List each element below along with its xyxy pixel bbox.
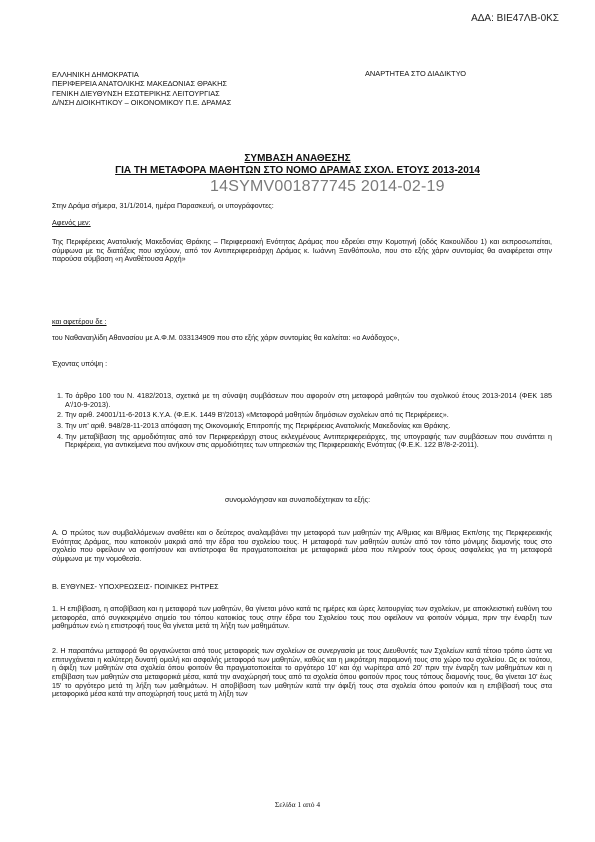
document-title: ΣΥΜΒΑΣΗ ΑΝΑΘΕΣΗΣ: [244, 153, 351, 164]
section-b-heading: Β. ΕΥΘΥΝΕΣ- ΥΠΟΧΡΕΩΣΕΙΣ- ΠΟΙΝΙΚΕΣ ΡΗΤΡΕΣ: [52, 582, 219, 591]
header-line: ΕΛΛΗΝΙΚΗ ΔΗΜΟΚΡΑΤΙΑ: [52, 70, 139, 79]
party1-heading: Αφενός μεν:: [52, 218, 91, 227]
ada-code: ΑΔΑ: ΒΙΕ47ΛΒ-0ΚΣ: [471, 13, 559, 24]
registry-stamp: 14SYMV001877745 2014-02-19: [210, 178, 445, 195]
issuer-header: [52, 70, 231, 107]
list-item: 2. Την αριθ. 24001/11-6-2013 Κ.Υ.Α. (Φ.Ε.Κ. 1449 Β'/2013) «Μεταφορά μαθητών δημόσιων σχολείων από τις Περιφέρειες».: [65, 411, 552, 420]
clause-b1: 1. Η επιβίβαση, η αποβίβαση και η μεταφορά των μαθητών, θα γίνεται μόνο κατά τις ημέρες και ώρες λειτουργίας των σχολείων, με αποκλειστική ευθύνη του μεταφορέα, από συγκεκριμένο σημείο του τόπου κατοικίας τους στην έδρα του Σχολείου τους που οφείλουν να φοιτούν νόμιμα, πριν την έναρξη των μαθημάτων ενώ η επιστροφή τους θα γίνεται μετά τη λήξη των μαθημάτων.: [52, 604, 552, 631]
party2-heading: και αφετέρου δε :: [52, 317, 107, 326]
list-item: 3. Την υπ' αριθ. 948/28-11-2013 απόφαση της Οικονομικής Επιτροπής της Περιφέρειας Ανατολικής Μακεδονίας και Θράκης.: [65, 422, 552, 431]
document-subtitle: ΓΙΑ ΤΗ ΜΕΤΑΦΟΡΑ ΜΑΘΗΤΩΝ ΣΤΟ ΝΟΜΟ ΔΡΑΜΑΣ ΣΧΟΛ. ΕΤΟΥΣ 2013-2014: [115, 165, 480, 176]
agreed-text: συνομολόγησαν και συναποδέχτηκαν τα εξής:: [224, 495, 371, 504]
header-line: ΠΕΡΙΦΕΡΕΙΑ ΑΝΑΤΟΛΙΚΗΣ ΜΑΚΕΔΟΝΙΑΣ ΘΡΑΚΗΣ: [52, 79, 227, 89]
publish-note: ΑΝΑΡΤΗΤΕΑ ΣΤΟ ΔΙΑΔΙΚΤΥΟ: [365, 69, 466, 78]
clause-b2: 2. Η παραπάνω μεταφορά θα οργανώνεται από τους μεταφορείς των σχολείων σε συνεργασία με τους Διευθυντές των Σχολείων κατά τέτοιο τρόπο ώστε να επιτυγχάνεται η καλύτερη δυνατή ομαλή και ασφαλής μεταφορά των μαθητών, καθώς και η μικρότερη παραμονή τους στο χώρο του σχολείου. Ως εκ τούτου, η άφιξη των μαθητών στα σχολεία όπου φοιτούν θα πραγματοποιείται το αργότερο 10' και όχι νωρίτερα από 20' πριν την έναρξη των μαθημάτων και η επιβίβαση των μαθητών στα μεταφορικά μέσα, κατά την αναχώρησή τους από τα σχολεία όπου φοιτούν προς τους τόπους διαμονής τους, θα γίνεται 10' έως 15' το αργότερο μετά τη λήξη των μαθημάτων. Η αποβίβαση των μαθητών κατά την άφιξή τους στα σχολεία όπου φοιτούν και η επιβίβασή τους στα μεταφορικά μέσα κατά την αποχώρησή τους μετά τη λήξη των: [52, 646, 552, 699]
page-number: Σελίδα 1 από 4: [274, 800, 321, 809]
party2-text: του Ναθαναηλίδη Αθανασίου με Α.Φ.Μ. 033134909 που στο εξής χάριν συντομίας θα καλείται: «ο Ανάδοχος»,: [52, 333, 400, 342]
considerations-list: [52, 392, 552, 452]
considering-label: Έχοντας υπόψη :: [52, 359, 108, 368]
header-line: ΓΕΝΙΚΗ ΔΙΕΥΘΥΝΣΗ ΕΣΩΤΕΡΙΚΗΣ ΛΕΙΤΟΥΡΓΙΑΣ: [52, 88, 220, 98]
party1-text: Της Περιφέρειας Ανατολικής Μακεδονίας Θράκης – Περιφερειακή Ενότητας Δράμας που εδρεύει στην Κομοτηνή (οδός Κακουλίδου 1) και εκπροσωπείται, σύμφωνα με τις διατάξεις που ισχύουν, από τον Αντιπεριφερειάρχη Δράμας κ. Ιωάννη Ξανθόπουλο, που στο εξής χάριν συντομίας θα αναφέρεται στην παρούσα σύμβαση «η Αναθέτουσα Αρχή»: [52, 237, 552, 264]
intro-text: Στην Δράμα σήμερα, 31/1/2014, ημέρα Παρασκευή, οι υπογράφοντες:: [52, 201, 274, 210]
list-item: 4. Την μεταβίβαση της αρμοδιότητας από τον Περιφερειάρχη στους εκλεγμένους Αντιπεριφερειάρχες, της υπογραφής των συμβάσεων που συνάπτει η Περιφέρεια, για αντικείμενα που ανήκουν στις αρμοδιότητες των υπηρεσιών της Περιφερειακής Ενότητας (Φ.Ε.Κ. 122 Β'/8-2-2011).: [65, 433, 552, 450]
section-a-text: Α. Ο πρώτος των συμβαλλόμενων αναθέτει και ο δεύτερος αναλαμβάνει την μεταφορά των μαθητών της Α/θμιας και Β/θμιας Εκπ/σης της Περιφερειακής Ενότητας Δράμας, που κατοικούν μακριά από την έδρα του σχολείου τους. Η μεταφορά των μαθητών αυτών από τον τόπο μόνιμης διαμονής τους στο σχολείο που οφείλουν να φοιτήσουν και αντίστροφα θα πραγματοποιείται με μεταφορικά μέσα που πληρούν τους όρους ασφαλείας για τη μεταφορά σύμφωνα με την νομοθεσία.: [52, 528, 552, 563]
list-item: 1. Το άρθρο 100 του Ν. 4182/2013, σχετικά με τη σύναψη συμβάσεων που αφορούν στη μεταφορά μαθητών του σχολικού έτους 2013-2014 (ΦΕΚ 185 Α'/10-9-2013).: [65, 392, 552, 409]
header-line: Δ/ΝΣΗ ΔΙΟΙΚΗΤΙΚΟΥ – ΟΙΚΟΝΟΜΙΚΟΥ Π.Ε. ΔΡΑΜΑΣ: [52, 97, 232, 107]
